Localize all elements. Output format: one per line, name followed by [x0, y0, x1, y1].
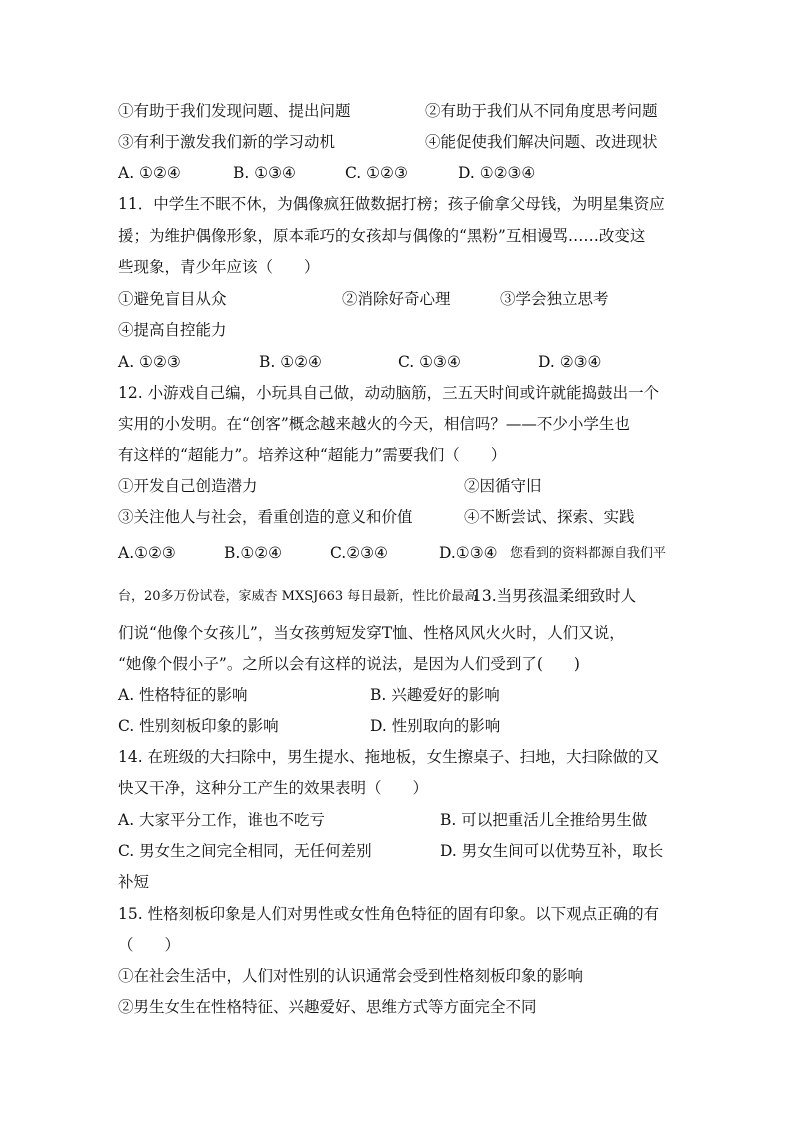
q10-answer-d: D. ①②③④: [458, 164, 536, 182]
promo-text-part-1: 您看到的资料都源自我们平: [510, 546, 667, 561]
q12-answer-b: B.①②④: [224, 544, 283, 562]
q15-stem-line-2: （ ）: [118, 936, 181, 954]
q12-stem-line-3: 有这样的“超能力”。培养这种“超能力”需要我们（ ）: [118, 446, 507, 464]
q14-option-b: B. 可以把重活儿全推给男生做: [440, 811, 648, 829]
q14-option-a: A. 大家平分工作，谁也不吃亏: [118, 811, 326, 829]
q13-stem-line-3: “她像个假小子”。之所以会有这样的说法，是因为人们受到了( ): [118, 655, 580, 673]
q11-answer-a: A. ①②③: [118, 353, 181, 371]
q13-option-d: D. 性别取向的影响: [370, 717, 501, 735]
q13-option-b: B. 兴趣爱好的影响: [370, 686, 500, 704]
q11-option-1: ①避免盲目从众: [118, 290, 227, 308]
q11-option-4: ④提高自控能力: [118, 321, 227, 339]
q11-option-2: ②消除好奇心理: [342, 290, 451, 308]
q12-answer-d: D.①③④: [439, 544, 498, 562]
q12-stem-line-1: 12. 小游戏自己编，小玩具自己做，动动脑筋，三五天时间或许就能捣鼓出一个: [118, 384, 660, 402]
q11-stem-line-3: 些现象，青少年应该（ ）: [118, 258, 320, 276]
q10-option-4: ④能促使我们解决问题、改进现状: [425, 133, 658, 151]
q12-answer-a: A.①②③: [118, 544, 176, 562]
q11-answer-c: C. ①③④: [398, 353, 461, 371]
promo-text-part-2: 台，20多万份试卷，家威杏 MXSJ663 每日最新，性比价最高: [118, 589, 478, 604]
q14-stem-line-2: 快又干净，这种分工产生的效果表明（ ）: [118, 779, 429, 797]
q13-stem-line-1: 13.当男孩温柔细致时人: [472, 587, 637, 605]
q12-answer-c: C.②③④: [330, 544, 388, 562]
q13-option-a: A. 性格特征的影响: [118, 686, 248, 704]
q11-stem-line-1: 11．中学生不眠不休，为偶像疯狂做数据打榜；孩子偷拿父母钱，为明星集资应: [118, 195, 665, 213]
q10-option-3: ③有利于激发我们新的学习动机: [118, 133, 336, 151]
q10-option-1: ①有助于我们发现问题、提出问题: [118, 102, 351, 120]
q14-option-d: D. 男女生间可以优势互补，取长: [440, 842, 664, 860]
q10-option-2: ②有助于我们从不同角度思考问题: [425, 102, 658, 120]
q15-stem-line-1: 15. 性格刻板印象是人们对男性或女性角色特征的固有印象。以下观点正确的有: [118, 905, 660, 923]
q15-option-1: ①在社会生活中，人们对性别的认识通常会受到性格刻板印象的影响: [118, 967, 584, 985]
q15-option-2: ②男生女生在性格特征、兴趣爱好、思维方式等方面完全不同: [118, 998, 537, 1016]
q13-stem-line-2: 们说“他像个女孩儿”，当女孩剪短发穿T恤、性格风风火火时，人们又说，: [118, 624, 625, 642]
q11-answer-b: B. ①②④: [259, 353, 322, 371]
q13-option-c: C. 性别刻板印象的影响: [118, 717, 279, 735]
q12-option-4: ④不断尝试、探索、实践: [464, 508, 635, 526]
q10-answer-b: B. ①③④: [233, 164, 296, 182]
q12-option-2: ②因循守旧: [464, 477, 542, 495]
q14-option-d-continued: 补短: [118, 873, 150, 891]
q11-option-3: ③学会独立思考: [500, 290, 609, 308]
q14-stem-line-1: 14. 在班级的大扫除中，男生提水、拖地板，女生擦桌子、扫地，大扫除做的又: [118, 748, 660, 766]
q10-answer-a: A. ①②④: [118, 164, 181, 182]
q11-stem-line-2: 援；为维护偶像形象，原本乖巧的女孩却与偶像的“黑粉”互相谩骂……改变这: [118, 227, 646, 245]
q10-answer-c: C. ①②③: [345, 164, 408, 182]
q11-answer-d: D. ②③④: [538, 353, 602, 371]
q14-option-c: C. 男女生之间完全相同，无任何差别: [118, 842, 372, 860]
q12-option-3: ③关注他人与社会，看重创造的意义和价值: [118, 508, 413, 526]
q12-stem-line-2: 实用的小发明。在“创客”概念越来越火的今天，相信吗？——不少小学生也: [118, 415, 630, 433]
q12-option-1: ①开发自己创造潜力: [118, 477, 258, 495]
